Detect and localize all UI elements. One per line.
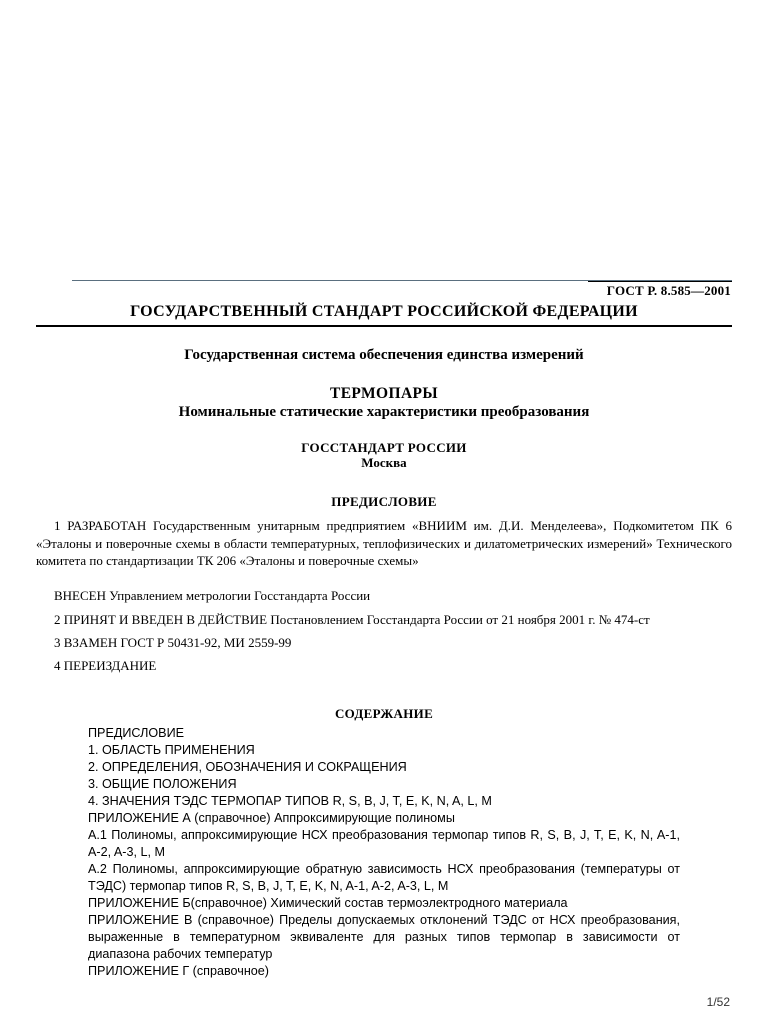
toc-item[interactable]: ПРИЛОЖЕНИЕ Г (справочное) [88,964,269,978]
city-name: Москва [361,455,407,470]
toc-item[interactable]: А.2 Полиномы, аппроксимирующие обратную зависимость НСХ преобразования (температуры от ТЭДС) термопар типов R, S, B, J, T, E, K, N, A-1, A-2, A-3, L, M [88,862,680,893]
toc-item[interactable]: 2. ОПРЕДЕЛЕНИЯ, ОБОЗНАЧЕНИЯ И СОКРАЩЕНИЯ [88,760,407,774]
toc-item[interactable]: 4. ЗНАЧЕНИЯ ТЭДС ТЕРМОПАР ТИПОВ R, S, B, J, T, E, K, N, A, L, M [88,794,492,808]
toc-item[interactable]: ПРИЛОЖЕНИЕ В (справочное) Пределы допускаемых отклонений ТЭДС от НСХ преобразования, выраженные в температурном эквиваленте для разных типов термопар в зависимости от диапазона рабочих температур [88,913,680,961]
contents-heading: СОДЕРЖАНИЕ [334,706,434,721]
agency-name: ГОССТАНДАРТ РОССИИ [301,440,467,455]
toc-item[interactable]: ПРИЛОЖЕНИЕ Б(справочное) Химический состав термоэлектродного материала [88,896,568,910]
gost-code: ГОСТ Р. 8.585—2001 [606,283,731,298]
toc-item[interactable]: А.1 Полиномы, аппроксимирующие НСХ преобразования термопар типов R, S, B, J, T, E, K, N, A-1, A-2, A-3, L, M [88,828,680,859]
page-number: 1/52 [706,995,730,1009]
preface-item-reissue: 4 ПЕРЕИЗДАНИЕ [54,658,157,673]
preface-item-developed: 1 РАЗРАБОТАН Государственным унитарным предприятием «ВНИИМ им. Д.И. Менделеева», Подкомитетом ПК 6 «Эталоны и поверочные схемы в области температурных, теплофизических и дилатометрических измерений» Технического комитета по стандартизации ТК 206 «Эталоны и поверочные схемы» [36,518,732,568]
toc-item[interactable]: ПРИЛОЖЕНИЕ А (справочное) Аппроксимирующие полиномы [88,811,455,825]
title-divider [36,325,732,327]
system-title: Государственная система обеспечения единства измерений [184,347,584,363]
preface-item-introduced: ВНЕСЕН Управлением метрологии Госстандарта России [54,588,371,603]
preface-item-replaces: 3 ВЗАМЕН ГОСТ Р 50431-92, МИ 2559-99 [54,635,292,650]
preface-heading: ПРЕДИСЛОВИЕ [331,494,437,509]
standard-title: ГОСУДАРСТВЕННЫЙ СТАНДАРТ РОССИЙСКОЙ ФЕДЕРАЦИИ [130,303,638,320]
gost-code-underline [588,281,732,282]
main-title: ТЕРМОПАРЫ [329,385,439,402]
subtitle: Номинальные статические характеристики преобразования [178,404,590,420]
toc-item[interactable]: 3. ОБЩИЕ ПОЛОЖЕНИЯ [88,777,237,791]
table-of-contents [88,725,680,980]
toc-item[interactable]: ПРЕДИСЛОВИЕ [88,726,185,740]
preface-item-adopted: 2 ПРИНЯТ И ВВЕДЕН В ДЕЙСТВИЕ Постановлением Госстандарта России от 21 ноября 2001 г. № 474-ст [54,612,650,627]
toc-item[interactable]: 1. ОБЛАСТЬ ПРИМЕНЕНИЯ [88,743,255,757]
